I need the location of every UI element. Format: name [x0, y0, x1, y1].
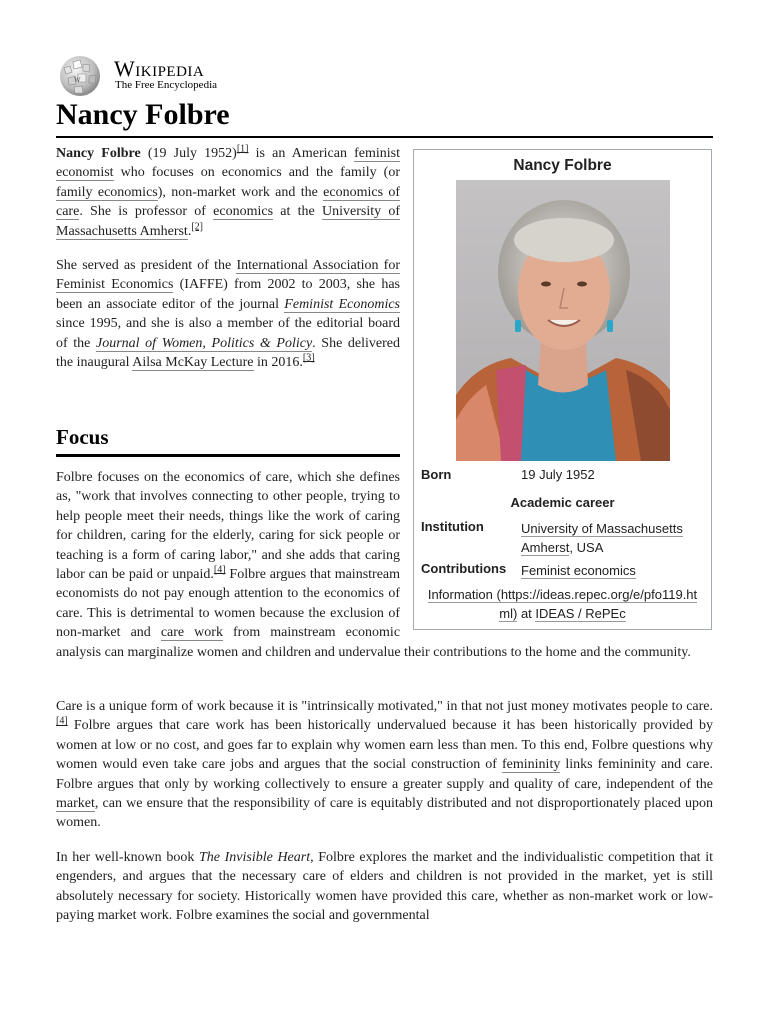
- focus-paragraph-3: [56, 848, 713, 926]
- book-title: The Invisible Heart: [198, 850, 311, 865]
- text: . She delivered the inaugural: [56, 335, 400, 371]
- text: ), non-market work and the: [157, 184, 318, 200]
- contributions-label: Contributions: [421, 561, 507, 576]
- focus-divider: [56, 454, 400, 457]
- text: in 2016.: [257, 355, 303, 371]
- market-link[interactable]: market: [56, 796, 95, 812]
- ideas-url-line2: ml): [499, 606, 518, 621]
- ideas-url-line1: Information (https://ideas.repec.org/e/pfo119.ht: [427, 587, 698, 602]
- feminist-economics-journal-link[interactable]: Feminist Economics: [284, 296, 401, 312]
- feminist-economist-link[interactable]: feminist economist: [56, 146, 401, 181]
- text: from mainstream economic analysis can marginalize women and children and undervalue their contributions to the home and the community.: [56, 625, 691, 660]
- page-title: Nancy Folbre: [56, 98, 230, 131]
- portrait-photo[interactable]: [456, 180, 670, 461]
- svg-text:W: W: [74, 76, 81, 84]
- institution-suffix: , USA: [569, 540, 604, 555]
- text: is an American: [255, 146, 347, 161]
- born-value: 19 July 1952: [521, 467, 595, 482]
- text: who focuses on economics and the family (or: [120, 165, 401, 181]
- iaffe-link[interactable]: International Association for Feminist Economics: [56, 258, 400, 293]
- academic-career-heading: Academic career: [510, 495, 615, 510]
- text: . She is professor of: [79, 204, 206, 220]
- text: at the: [280, 204, 315, 220]
- text: Care is a unique form of work because it is "intrinsically motivated," in that not just money motivates people to care.: [56, 699, 713, 714]
- infobox-float-spacer: [400, 468, 713, 630]
- ref-1[interactable]: [1]: [236, 143, 249, 155]
- text: She served as president of the: [56, 258, 232, 273]
- family-economics-link[interactable]: family economics: [56, 184, 158, 200]
- ideas-at: at: [520, 606, 532, 621]
- care-work-link[interactable]: care work: [160, 625, 223, 641]
- text: links femininity and care. Folbre argues that only by working collectively to ensure a greater supply and quality of care, independent of the: [56, 757, 714, 792]
- focus-heading: Focus: [56, 425, 109, 449]
- ailsa-mckay-lecture-link[interactable]: Ailsa McKay Lecture: [132, 355, 254, 371]
- jwpp-link[interactable]: Journal of Women, Politics & Policy: [96, 335, 313, 351]
- text: .: [187, 223, 192, 239]
- infobox-title: Nancy Folbre: [513, 157, 612, 174]
- text: , Folbre explores the market and the individualistic competition that it engenders, and argues that the necessary care of elders and children is not provided in the market, yet is still absolutely necessary for society. Historically women have provided this care, whether as non-market work or low-paying market work. Folbre examines the social and governmental: [56, 850, 713, 924]
- focus-paragraph-2: [56, 697, 713, 833]
- title-divider: [56, 136, 713, 138]
- umass-amherst-link[interactable]: University of Massachusetts Amherst: [56, 204, 401, 239]
- text: Folbre argues that care work has been historically undervalued because it has been historically provided by women at low or no cost, and goes far to explain why women earn less than men. To this end, Folbre questions why women would even take care jobs and argues that the social construction of: [56, 718, 713, 773]
- ideas-repec-link[interactable]: IDEAS / RePEc: [535, 606, 626, 621]
- text: (IAFFE) from 2002 to 2003, she has been an associate editor of the journal: [56, 277, 400, 312]
- born-label: Born: [421, 467, 452, 482]
- intro-paragraph-2: [56, 256, 400, 372]
- wikipedia-globe-icon: [56, 54, 104, 98]
- focus-paragraph-1: [56, 468, 713, 662]
- tagline: The Free Encyclopedia: [115, 79, 218, 91]
- text: , can we ensure that the responsibility of care is equitably distributed and not disproportionately placed upon women.: [56, 796, 713, 831]
- text: since 1995, and she is also a member of the editorial board of the: [56, 316, 400, 351]
- economics-of-care-link[interactable]: economics of care: [56, 184, 401, 220]
- wordmark: Wikipedia: [114, 56, 205, 81]
- ref-4b[interactable]: [4]: [56, 715, 68, 727]
- birth-date: (19 July 1952): [147, 146, 237, 161]
- text: In her well-known book: [56, 850, 195, 865]
- feminist-economics-link[interactable]: Feminist economics: [521, 563, 636, 578]
- subject-name: Nancy Folbre: [56, 146, 141, 161]
- ref-3[interactable]: [3]: [302, 352, 315, 364]
- umass-link[interactable]: University of Massachusetts Amherst: [521, 521, 683, 555]
- wikipedia-logo[interactable]: [56, 54, 356, 98]
- text: Folbre focuses on the economics of care, which she defines as, "work that involves connecting to other people, trying to help people meet their needs, things like the work of caring for children, caring for the elderly, caring for sick people or teaching is a form of caring labor," and she adds that caring labor can be paid or unpaid.: [56, 470, 400, 583]
- femininity-link[interactable]: femininity: [502, 757, 561, 773]
- text: Folbre argues that mainstream economists do not pay enough attention to the economics of care. This is detrimental to women because the exclusion of non-market and: [56, 567, 401, 641]
- intro-paragraph-1: [56, 144, 400, 241]
- economics-link[interactable]: economics: [213, 204, 274, 220]
- institution-label: Institution: [421, 519, 484, 534]
- ref-4[interactable]: [4]: [213, 564, 226, 576]
- ref-2[interactable]: [2]: [191, 220, 203, 232]
